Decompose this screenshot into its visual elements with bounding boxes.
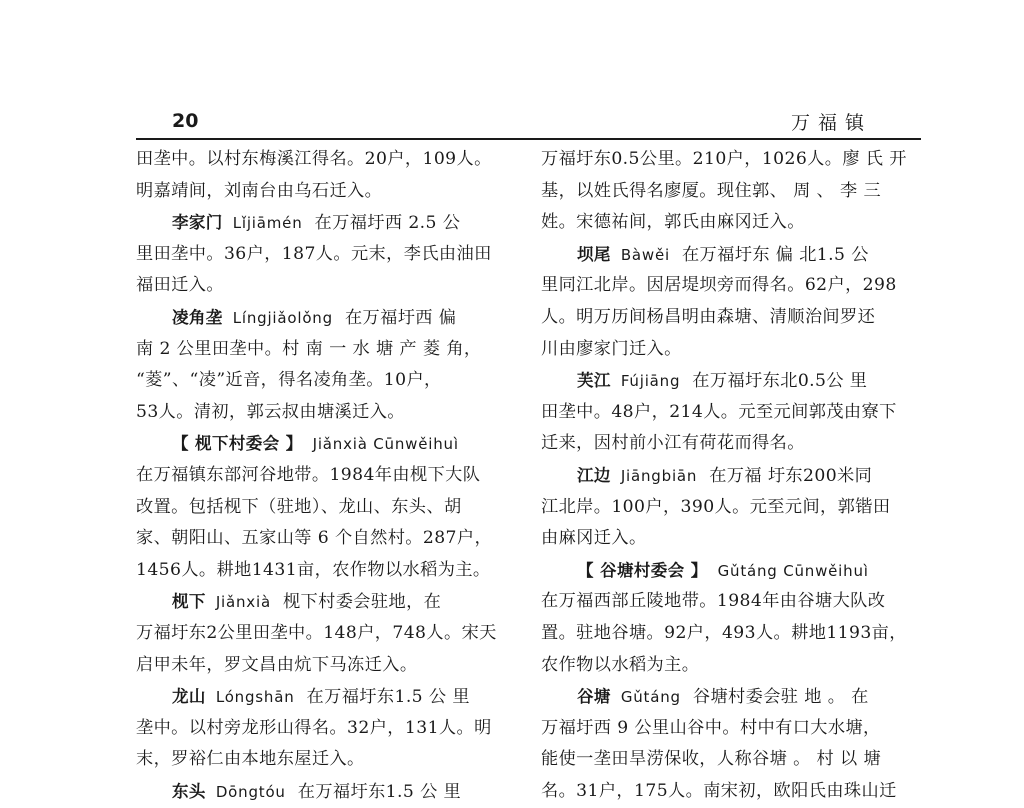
text-line xyxy=(541,523,913,555)
left-column xyxy=(136,144,500,807)
line-text: 在万福圩东北0.5公 里 xyxy=(692,371,868,392)
line-text: 在万福圩西 2.5 公 xyxy=(314,213,461,234)
line-text: 垄中。以村旁龙形山得名。32户，131人。明 xyxy=(136,717,492,738)
line-text: 人。明万历间杨昌明由森塘、清顺治间罗还 xyxy=(541,306,876,327)
text-line xyxy=(136,460,500,492)
text-line xyxy=(541,239,913,271)
entry-pinyin: Lǐjiāmén xyxy=(232,214,303,233)
line-text: 由麻冈迁入。 xyxy=(541,528,647,549)
entry-pinyin: Dōngtóu xyxy=(215,782,286,801)
line-text: 53人。清初，郭云叔由塘溪迁入。 xyxy=(136,401,405,422)
line-text: 能使一垄田旱涝保收，人称谷塘 。 村 以 塘 xyxy=(541,749,882,770)
text-line xyxy=(541,270,913,302)
text-line xyxy=(541,176,913,208)
line-text: 农作物以水稻为主。 xyxy=(541,654,700,675)
text-line xyxy=(136,650,500,682)
text-line xyxy=(541,428,913,460)
line-text: 基，以姓氏得名廖厦。现住郭、 周 、 李 三 xyxy=(541,180,882,201)
line-text: 南 2 公里田垄中。村 南 一 水 塘 产 菱 角， xyxy=(136,338,482,359)
entry-pinyin: Língjiǎolǒng xyxy=(232,308,333,327)
text-line xyxy=(541,460,913,492)
text-line xyxy=(136,239,500,271)
text-line xyxy=(541,365,913,397)
entry-term: 江边 xyxy=(577,465,611,485)
text-line xyxy=(136,270,500,302)
text-line xyxy=(136,144,500,176)
text-line xyxy=(541,302,913,334)
line-text: 在万福西部丘陵地带。1984年由谷塘大队改 xyxy=(541,591,886,612)
entry-term: 东头 xyxy=(172,781,206,801)
entry-pinyin: Jiǎnxià xyxy=(215,593,271,612)
line-text: 万福圩东0.5公里。210户，1026人。廖 氏 开 xyxy=(541,149,907,169)
line-text: 在万福圩东1.5 公 里 xyxy=(297,781,462,802)
line-text: 福田迁入。 xyxy=(136,275,224,296)
entry-pinyin: Lóngshān xyxy=(215,688,295,707)
entry-term: 坝尾 xyxy=(577,244,611,264)
text-line xyxy=(541,650,913,682)
text-line xyxy=(541,744,913,776)
text-line xyxy=(541,207,913,239)
text-line xyxy=(136,207,500,239)
text-line xyxy=(541,681,913,713)
running-head: 万福镇 xyxy=(790,112,872,134)
text-line xyxy=(136,681,500,713)
text-line xyxy=(541,397,913,429)
line-text: 万福圩西 9 公里山谷中。村中有口大水塘， xyxy=(541,717,881,738)
line-text: 田垄中。48户，214人。元至元间郭茂由寮下 xyxy=(541,401,897,422)
text-line xyxy=(541,713,913,745)
text-line xyxy=(541,144,913,176)
line-text: 1456人。耕地1431亩，农作物以水稻为主。 xyxy=(136,559,491,580)
line-text: 置。驻地谷塘。92户，493人。耕地1193亩， xyxy=(541,622,907,643)
line-text: 谷塘村委会驻 地 。 在 xyxy=(692,687,869,708)
text-line xyxy=(136,713,500,745)
line-text: 启甲未年，罗文昌由炕下马冻迁入。 xyxy=(136,654,418,675)
text-line xyxy=(541,492,913,524)
text-line xyxy=(136,176,500,208)
line-text: 名。31户，175人。南宋初，欧阳氏由珠山迁 xyxy=(541,780,897,801)
text-line xyxy=(136,428,500,460)
section-heading: 【 谷塘村委会 】 xyxy=(577,560,708,580)
text-line xyxy=(541,618,913,650)
line-text: 江北岸。100户，390人。元至元间，郭锴田 xyxy=(541,496,891,517)
text-line xyxy=(541,334,913,366)
line-text: 川由廖家门迁入。 xyxy=(541,338,682,359)
text-line xyxy=(136,618,500,650)
line-text: 家、朝阳山、五家山等 6 个自然村。287户， xyxy=(136,528,493,549)
line-text: 里田垄中。36户，187人。元末，李氏由油田 xyxy=(136,243,492,264)
line-text: 改置。包括枧下（驻地）、龙山、东头、胡 xyxy=(136,496,462,517)
line-text: 枧下村委会驻地，在 xyxy=(282,592,442,613)
text-line xyxy=(136,555,500,587)
line-text: 姓。宋德祐间，郭氏由麻冈迁入。 xyxy=(541,212,805,233)
line-text: 迁来，因村前小江有荷花而得名。 xyxy=(541,433,805,454)
text-line xyxy=(136,365,500,397)
line-text: 在万福圩西 偏 xyxy=(344,307,457,328)
line-text: “菱”、“凌”近音，得名凌角垄。10户， xyxy=(136,370,442,391)
page-number: 20 xyxy=(172,110,199,132)
text-line xyxy=(541,776,913,808)
entry-term: 枧下 xyxy=(172,592,206,612)
text-line xyxy=(541,555,913,587)
text-line xyxy=(136,397,500,429)
header-rule xyxy=(136,138,921,140)
text-line xyxy=(136,776,500,808)
entry-pinyin: Bàwěi xyxy=(620,245,670,264)
entry-pinyin: Fújiāng xyxy=(620,372,681,391)
entry-pinyin: Gǔtáng Cūnwěihuì xyxy=(717,561,869,580)
text-line xyxy=(136,334,500,366)
text-line xyxy=(136,744,500,776)
line-text: 在万福 圩东200米同 xyxy=(709,465,873,486)
line-text: 末，罗裕仁由本地东屋迁入。 xyxy=(136,749,365,770)
line-text: 在万福圩东1.5 公 里 xyxy=(306,687,470,708)
entry-pinyin: Jiǎnxià Cūnwěihuì xyxy=(312,435,459,454)
line-text: 在万福镇东部河谷地带。1984年由枧下大队 xyxy=(136,464,481,485)
line-text: 在万福圩东 偏 北1.5 公 xyxy=(681,244,869,265)
text-line xyxy=(136,586,500,618)
entry-term: 李家门 xyxy=(172,213,223,233)
page-header xyxy=(136,108,882,138)
section-heading: 【 枧下村委会 】 xyxy=(172,434,303,454)
right-column xyxy=(541,144,913,807)
text-line xyxy=(136,492,500,524)
text-line xyxy=(541,586,913,618)
line-text: 里同江北岸。因居堤坝旁而得名。62户，298 xyxy=(541,275,897,296)
text-line xyxy=(136,523,500,555)
entry-term: 龙山 xyxy=(172,687,206,707)
entry-pinyin: Gǔtáng xyxy=(620,688,681,707)
entry-term: 芙江 xyxy=(577,371,611,391)
line-text: 明嘉靖间，刘南台由乌石迁入。 xyxy=(136,180,383,201)
text-line xyxy=(136,302,500,334)
line-text: 万福圩东2公里田垄中。148户，748人。宋天 xyxy=(136,622,497,643)
entry-pinyin: Jiāngbiān xyxy=(620,466,698,485)
entry-term: 谷塘 xyxy=(577,687,611,707)
entry-term: 凌角垄 xyxy=(172,307,223,327)
line-text: 田垄中。以村东梅溪江得名。20户，109人。 xyxy=(136,149,492,169)
